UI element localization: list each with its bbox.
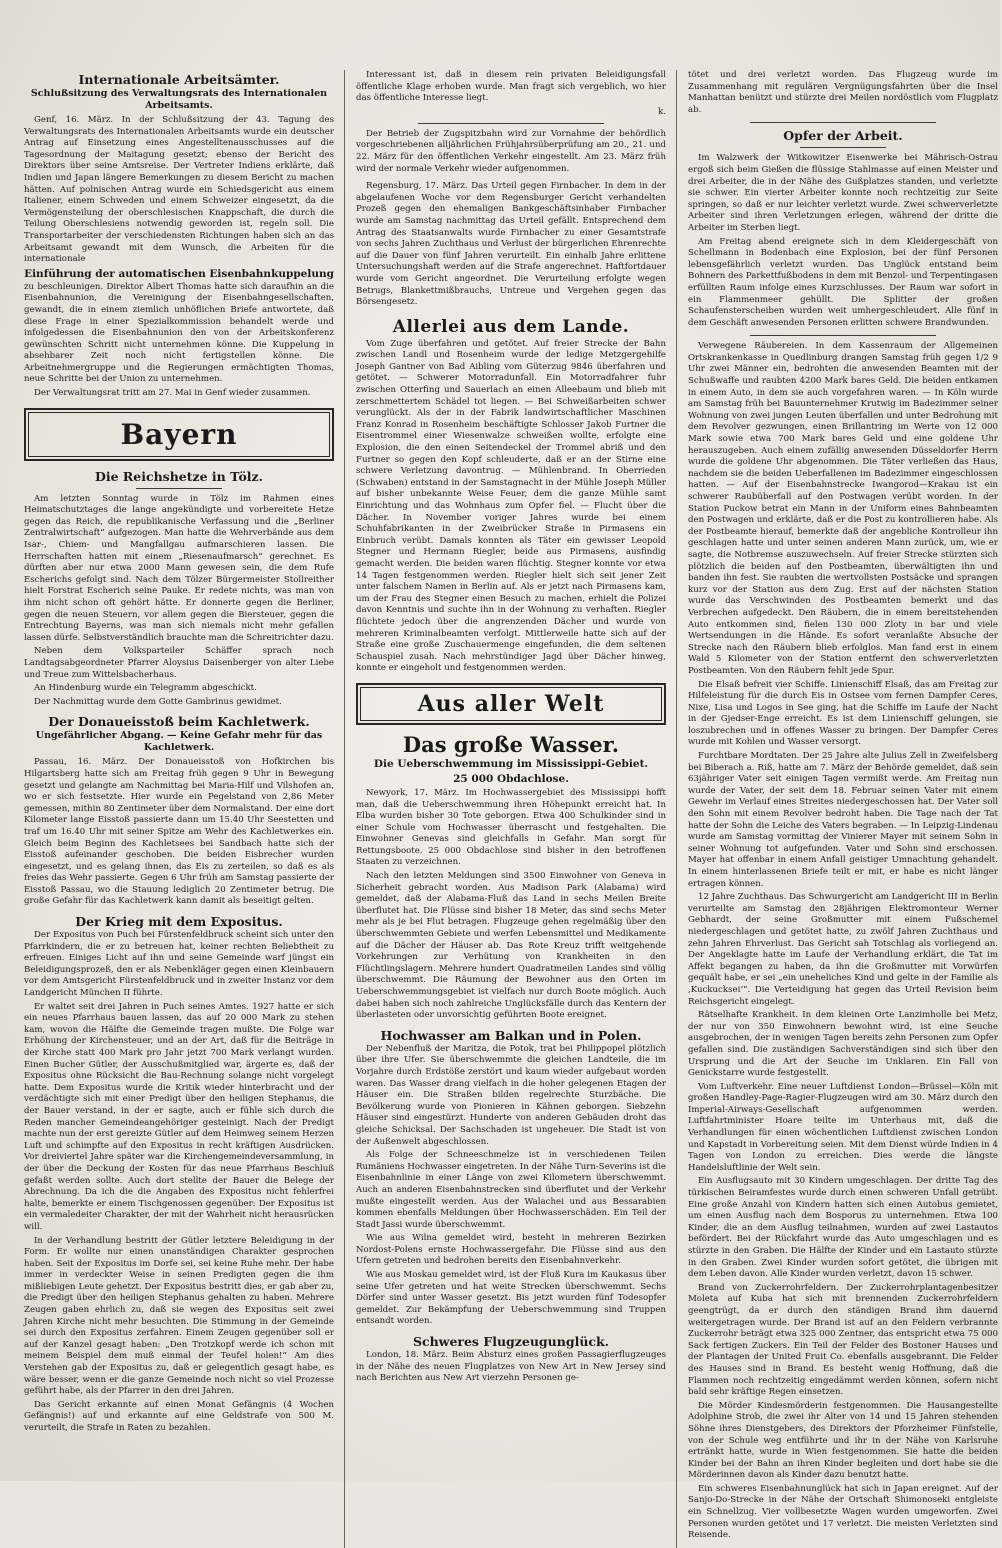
divider	[750, 335, 936, 336]
article-paragraph: Die Elsaß befreit vier Schiffe. Linienschiff Elsaß, das am Freitag zur Hilfeleistung für die durch Eis in Ostsee vom fernen Dampfer Ceres, Nixe, Lisa und Logos in See ging, hat die Schiffe im Laufe der Nacht in der Gjedser-Enge erreicht. Es ist dem Linienschiff gelungen, sie loszubrechen und in offenes Wasser zu bringen. Der Dampfer Ceres wurde mit Kohlen und Wasser versorgt.	[688, 679, 998, 748]
article-paragraph: Nach den letzten Meldungen sind 3500 Einwohner von Geneva in Sicherheit gebracht worden. Aus Madison Park (Alabama) wird gemeldet, daß der Alabama-Fluß das Land in sechs Meilen Breite überflutet hat. Die Flüsse sind bisher 18 Meter, das sind sechs Meter mehr als je bei Flut betragen. Flugzeuge gehen regelmäßig über den überschwemmten Gebiete und werfen Lebensmittel und Medikamente auf die Dächer der Häuser ab. Das Rote Kreuz trifft weitgehende Vorkehrungen zur Verhütung von Krankheiten in den Flüchtlingslagern. Mehrere hundert Quadratmeilen Landes sind völlig überschwemmt. Die Räumung der Bewohner aus den Orten im Ueberschwemmungsgebiet ist vielfach nur durch Boote möglich. Auch dabei haben sich noch zahlreiche Unglücksfälle durch das Kentern der überlasteten oder unvorsichtig geführten Boote ereignet.	[356, 871, 666, 1021]
article-title: Opfer der Arbeit.	[783, 128, 903, 144]
article-paragraph: Genf, 16. März. In der Schlußsitzung der 43. Tagung des Verwaltungsrats des Internationalen Arbeitsamts wurde ein deutscher Antrag auf Einsetzung eines Angestelltenausschusses auf die Tagesordnung der Maitagung gesetzt; ebenso der Bericht des Direktors über seine Amtsreise. Der Vertreter Indiens erklärte, daß Indien und Japan längere Bemerkungen zu diesem Bericht zu machen hätten. Auf polnischen Antrag wurde ein Schiedsgericht aus einem Italiener, einem Schweden und einem Schweizer eingesetzt, da die Vermögensteilung der oberschlesischen Knappschaft, die durch die Teilung Oberschlesiens notwendig geworden ist, regeln soll. Die Transportarbeiter der verschiedensten Richtungen haben sich an das Arbeitsamt gewandt mit dem Wunsch, die Arbeiten für die internationale	[24, 115, 334, 265]
article-subtitle: Schlußsitzung des Verwaltungsrats des Internationalen Arbeitsamts.	[30, 88, 328, 111]
divider	[418, 123, 604, 124]
section-title: Einführung der automatischen Eisenbahnkuppelung	[24, 267, 334, 280]
article-paragraph: Der Nebenfluß der Maritza, die Potok, trat bei Philippopel plötzlich über ihre Ufer. Sie überschwemmte die gleichen Landteile, die im Vorjahre durch Erdstöße zerstört und kaum wieder aufgebaut worden waren. Das Wasser drang vielfach in die hoher gelegenen Etagen der Häuser ein. Die Straßen bilden regelrechte Sturzbäche. Die Bevölkerung wurde von Pionieren in Kähnen geborgen. Siebzehn Häuser sind eingestürzt. Hunderte von anderen Gebäuden droht das gleiche Schicksal. Der Sachschaden ist ungeheuer. Die Stadt ist von der Außenwelt abgeschlossen.	[356, 1043, 666, 1147]
article-title: Schweres Flugzeugunglück.	[412, 1334, 610, 1350]
article-paragraph: Am Freitag abend ereignete sich in dem Kleidergeschäft von Schellmann in Bodenbach eine Explosion, bei der fünf Personen lebensgefährlich verletzt wurden. Das Unglück entstand beim Bohnern des Parkettfußbodens in dem mit Benzol- und Terpentingasen erfüllten Raum infolge eines Kurzschlusses. Der Raum war sofort in ein Flammenmeer gehüllt. Die Splitter der großen Schaufensterscheiben wurden weit umhergeschleudert. Alle fünf in dem Geschäft anwesenden Personen erlitten schwere Brandwunden.	[688, 236, 998, 328]
article-paragraph: Der Verwaltungsrat tritt am 27. Mai in Genf wieder zusammen.	[34, 388, 311, 399]
article-flug-continuation	[688, 70, 998, 116]
article-opfer-der-arbeit	[688, 128, 998, 329]
article-misc-news	[688, 341, 998, 1542]
article-subtitle: Die Ueberschwemmung im Mississippi-Gebiet.	[373, 757, 649, 770]
divider	[136, 488, 223, 489]
article-paragraph: Rätselhafte Krankheit. In dem kleinen Orte Lanzimholle bei Metz, der nur von 350 Einwohnern bewohnt wird, ist eine Seuche ausgebrochen, der in wenigen Tagen bereits zehn Personen zum Opfer gefallen sind. Die zuständigen Sachverständigen sind sich über den Ursprung und die Art der Seuche im Unklaren. Ein Fall von Genickstarre wurde festgestellt.	[688, 1010, 998, 1079]
article-paragraph: Newyork, 17. März. Im Hochwassergebiet des Mississippi hofft man, daß die Ueberschwemmung ihren Höhepunkt erreicht hat. In Elba wurden bisher 30 Tote geborgen. Etwa 400 Schulkinder sind in einer Schule vom Hochwasser überrascht und festgehalten. Die Einwohner Genevas sind gleichfalls in Gefahr. Man sorgt für Rettungsboote. 25 000 Obdachlose sind bisher in den betroffenen Staaten zu verzeichnen.	[356, 787, 666, 868]
article-title: Internationale Arbeitsämter.	[78, 72, 280, 87]
article-paragraph: Verwegene Räubereien. In dem Kassenraum der Allgemeinen Ortskrankenkasse in Quedlinburg drangen Samstag früh gegen 1/2 9 Uhr zwei Männer ein, bedrohten die anwesenden Beamten mit der Schußwaffe und raubten 4200 Mark bares Geld. Die beiden entkamen in einem Auto, in dem sie auch vorgefahren waren. — In Köln wurde am Samstag früh bei Bauunternehmer Krutwig im Badezimmer seiner Wohnung von zwei jungen Leuten überfallen und unter Bedrohung mit dem Revolver gezwungen, einen Brillantring im Werte von 12 000 Mark sowie etwa 700 Mark bares Geld und eine goldene Uhr herauszugeben. Auch einem zufällig anwesenden Düsseldorfer Herrn wurde die goldene Uhr abgenommen. Die Täter verließen das Haus, nachdem sie die beiden Ueberfallenen im Badezimmer eingeschlossen hatten. — Auf der Eisenbahnstrecke Iwangorod—Krakau ist ein schwerer Raubüberfall auf den Postwagen verübt worden. In der Station Puckow betrat ein Mann in der Uniform eines Bahnbeamten den Postwagen und erklärte, daß er die Post zu kontrollieren habe. Als der Postbeamte hierauf, bemerkte daß der angebliche Kontrolleur ihn geschlagen hatte und unter seinen anderen Mann zurück, um, wie er sagte, die Notbremse auszuwechseln. Auf freier Strecke stürzten sich plötzlich die beiden auf den Postbeamten, überwältigten ihn und banden ihn fest. Sie raubten die wertvollsten Postsäcke und sprangen kurz vor der Station aus dem Zug. Erst auf der nächsten Station wurde das Verschwinden des Postbeamten bemerkt und das Verbrechen aufgedeckt. Den Räubern, die in einem bereitstehenden Auto entkommen sind, fielen 130 000 Zloty in bar und viele Wertsendungen in die Hände. Es sofort veranlaßte Absuche der Strecke nach den Räubern blieb erfolglos. Man fand erst in einem Wald 5 Kilometer von der Station entfernt den schwerverletzten Postbeamten. Von den Räubern fehlt jede Spur.	[688, 341, 998, 676]
divider	[750, 122, 936, 123]
article-paragraph: Vom Zuge überfahren und getötet. Auf freier Strecke der Bahn zwischen Landl und Rosenheim wurde der ledige Metzgergehilfe Joseph Gantner von Bad Aibling vom Güterzug 9846 überfahren und getötet. — Schwerer Motorradunfall. Ein Motorradfahrer fuhr zwischen Otterfing und Sauerlach an einen Alleebaum und blieb mit zerschmettertem Schädel tot liegen. — Bei Schweißarbeiten schwer verunglückt. Als der in der Fabrik landwirtschaftlicher Maschinen Franz Konrad in Rosenheim beschäftigte Schlosser Jakob Furtner die Eisentrommel einer Wiesenwalze schweißen wollte, erfolgte eine Explosion, die den einen Seitendeckel der Trommel abriß und den Furtner so gegen den Kopf schleuderte, daß er an der Stirne eine schwere Verletzung davontrug. — Mühlenbrand. In Oberrieden (Schwaben) entstand in der Samstagnacht in der Mühle Joseph Müller auf bisher unbekannte Weise Feuer, dem die ganze Mühle samt Einrichtung und das Wohnhaus zum Opfer fiel. — Flucht über die Dächer. In November voriger Jahres wurde bei einem Schuhfabrikanten in der Zweibrücker Straße in Pirmasens ein Einbruch verübt. Damals konnten als Täter ein gewisser Leopold Stegner und Hermann Riegler, beide aus Pirmasens, ausfindig gemacht werden. Die beiden waren flüchtig. Stegner konnte vor etwa 14 Tagen festgenommen werden. Riegler hielt sich seit jener Zeit unter falschem Namen in Berlin auf. Als er jetzt nach Pirmasens kam, um der Frau des Stegner einen Besuch zu machen, erhielt die Polizei davon Kenntnis und suchte ihn in der Wohnung zu verhaften. Riegler flüchtete jedoch über die angrenzenden Dächer und wurde von mehreren Kriminalbeamten verfolgt. Mittlerweile hatte sich auf der Straße eine große Zuschauermenge eingefunden, die dem seltenen Schauspiel zusah. Nach mehrstündiger Jagd über Dächer hinweg, konnte er eingeholt und festgenommen werden.	[356, 338, 666, 674]
author-initial: k.	[658, 106, 666, 117]
article-grosse-wasser	[356, 733, 666, 1022]
article-paragraph: zu beschleunigen. Direktor Albert Thomas hatte sich daraufhin an die Eisenbahnunion, die Vereinigung der Eisenbahngesellschaften, gewandt, die in einem ziemlich unhöflichen Briefe antwortete, daß diese Frage in einer Spezialkommission behandelt werde und infolgedessen die Eisenbahnunion den von der Arbeitskonferenz gewünschten Schritt nicht unternehmen könne. Die Kuppelung in absehbarer Zeit noch nicht fertigstellen könne. Die Arbeitnehmergruppe und die Regierungen ermächtigten Thomas, neue Schritte bei der Union zu unternehmen.	[24, 281, 334, 385]
divider	[800, 147, 887, 148]
article-paragraph: Als Folge der Schneeschmelze ist in verschiedenen Teilen Rumäniens Hochwasser eingetreten. In der Nähe Turn-Severins ist die Eisenbahnlinie in einer Länge von zwei Kilometern überschwemmt. Auch an anderen Eisenbahnstrecken sind überflutet und der Verkehr mußte eingestellt werden. Aus der Walachei und aus Bessarabien kommen ebenfalls Meldungen über Hochwasserschäden. Ein Teil der Stadt Jassi wurde überschwemmt.	[356, 1150, 666, 1230]
article-firnbacher	[356, 181, 666, 309]
article-paragraph: London, 18. März. Beim Absturz eines großen Passagierflugzeuges in der Nähe des neuen Flugplatzes von New Art in New Jersey sind nach Berichten aus New Art vierzehn Personen ge-	[356, 1350, 666, 1384]
article-title: Hochwasser am Balkan und in Polen.	[380, 1027, 642, 1043]
article-paragraph: Interessant ist, daß in diesem rein privaten Beleidigungsfall öffentliche Klage erhoben wurde. Man fragt sich vergeblich, wo hier das öffentliche Interesse liegt.	[356, 70, 666, 104]
article-paragraph: Brand von Zuckerrohrfeldern. Der Zuckerrohrplantagenbesitzer Moleta auf Kuba hat sich mit brennenden Zuckerrohrfeldern geengtrügt, da er durch den ständigen Brand ihm dauernd weitergetragen wurde. Der Brand ist auf an den Feldern verbrannte Zuckerrohr beträgt etwa 325 000 Zentner, das entspricht etwa 75 000 Sack fertigen Zuckers. Ein Teil der Felder des Bostoner Hauses und der Plantagen der United Fruit Co. ebenfalls ausgebrannt. Die Felder des Hauses sind in Brand. Es besteht wenig Hoffnung, daß die Flammen noch rechtzeitig eingedämmt werden können, sofern nicht bald sehr kräftige Regen einsetzen.	[688, 1282, 998, 1398]
article-paragraph: Der Expositus von Puch bei Fürstenfeldbruck scheint sich unter den Pfarrkindern, die er zu betreuen hat, keiner rechten Beliebtheit zu erfreuen. Einiges Licht auf ihn und seine Gemeinde warf jüngst ein Beleidigungsprozeß, den er als Nebenkläger gegen einen Kleinbauern vor dem Amtsgericht Fürstenfeldbruck und in zweiter Instanz vor dem Landgericht München II führte.	[24, 930, 334, 999]
column-right	[684, 70, 1002, 1548]
article-paragraph: Die Mörder Kindesmörderin festgenommen. Die Hausangestellte Adolphine Strob, die zwei ihr Alter von 14 und 15 Jahren stehenden Söhne ihres Dienstgebers, des Direktors der Pforzheimer Fünfstelle, von der Schule weg entführte und ihr in der Nähe von Karlsruhe ertränkt hatte, wurde in Wien festgenommen. Sie hatte die beiden Kinder bei der Bahn an ihren Kinder begleiten und dort habe sie die Mörderinnen davon als Kinder dazu benutzt hatte.	[688, 1400, 998, 1481]
article-paragraph: In der Verhandlung bestritt der Gütler letztere Beleidigung in der Form. Er wollte nur einen unanständigen Charakter gesprochen haben. Seit der Expositus im Dorfe sei, sei keine Ruhe mehr. Der habe immer in verdeckter Weise in seinen Predigten gegen die ihm mißliebigen Leute gehetzt. Der Expositus bestritt dies, er gab aber zu, die Predigt über den heiligen Stephanus gehalten zu haben. Mehrere Zeugen gaben ehrlich zu, daß sie wegen des Expositus seit zwei Jahren Kirche nicht mehr besuchten. Die Stimmung in der Gemeinde sei durch den Expositus zerfahren. Einem Zeugen gegenüber soll er auf der Kanzel gesagt haben: „Den Trotzkopf werde ich schon mit meinem Beispiel dem muß einmal der Teufel holen!“ Am dies Verstehen gab der Expositus zu, daß er gelegentlich gesagt habe, es wäre besser, wenn er die ganze Gemeinde noch nicht so viel Prozesse geführt habe, als der Pfarrer in den drei Jahren.	[24, 1235, 334, 1397]
article-paragraph: Ein schweres Eisenbahnunglück hat sich in Japan ereignet. Auf der Sanjo-Do-Strecke in der Nähe der Ortschaft Shimonoseki entgleiste ein Schnellzug. Vier vollbesetzte Wagen wurden umgeworfen. Zwei Personen wurden getötet und 17 verletzt. Die meisten Verletzten sind Reisende.	[688, 1483, 998, 1541]
article-subtitle-2: 25 000 Obdachlose.	[453, 772, 569, 785]
article-continuation	[356, 70, 666, 117]
article-paragraph: Passau, 16. März. Der Donaueisstoß von Hofkirchen bis Hilgartsberg hatte sich am Freitag früh gegen 9 Uhr in Bewegung gesetzt und gelangte am Nachmittag bei Maria-Hilf und Vilshofen an, wo er sich festsetzte. Hier wurde ein Pegelstand von 2,86 Meter gemessen, mithin 80 Zentimeter über dem Normalstand. Der eine dort Kilometer lange Eisstoß passierte dann um 15.40 Uhr Seestetten und traf um 16.40 Uhr mit seiner Spitze am Wehr des Kachletwerkes ein. Gleich beim Beginn des Kachletsees bei Sandbach hatte sich der Eisstoß aufeinander geschoben. Die beiden Eisbrecher wurden eingesetzt, und es gelang ihnen, das Eis zu zerteilen, so daß es als freies das Wehr passierte. Gegen 6 Uhr früh am Samstag passierte der Eisstoß Passau, wo die Stauung lediglich 20 Zentimeter betrug. Die große Gefahr für das Kachletwerk kann damit als beseitigt gelten.	[24, 757, 334, 907]
article-expositus	[24, 914, 334, 1435]
article-paragraph: An Hindenburg wurde ein Telegramm abgeschickt.	[34, 683, 257, 694]
article-paragraph: Im Walzwerk der Witkowitzer Eisenwerke bei Mährisch-Ostrau ergoß sich beim Gießen die flüssige Stahlmasse auf einen Meister und drei Arbeiter, die in der Nähe des Gußplatzes standen, und verletzte sie schwer. Ein vierter Arbeiter konnte noch rechtzeitig zur Seite springen, so daß er nur leichter verletzt wurde. Zwei schwerverletzte Arbeiter sind ihren Verletzungen erlegen, während der dritte die Arbeiter im Sterben liegt.	[688, 153, 998, 233]
article-subtitle: Ungefährlicher Abgang. — Keine Gefahr mehr für das Kachletwerk.	[35, 730, 323, 754]
article-paragraph: Der Nachmittag wurde dem Gotte Gambrinus gewidmet.	[34, 696, 282, 707]
article-title: Der Donaueisstoß beim Kachletwerk.	[48, 714, 310, 730]
article-donaueisstoss	[24, 714, 334, 908]
article-paragraph: Der Betrieb der Zugspitzbahn wird zur Vornahme der behördlich vorgeschriebenen alljährlichen Frühjahrsüberprüfung am 20., 21. und 22. März für den öffentlichen Verkehr eingestellt. Am 23. März früh wird der normale Verkehr wieder aufgenommen.	[356, 128, 666, 174]
section-title-allerlei: Allerlei aus dem Lande.	[392, 316, 630, 337]
article-zugspitzbahn	[356, 129, 666, 175]
article-paragraph: Am letzten Sonntag wurde in Tölz im Rahmen eines Heimatschutztages die lange angekündigte und vorbereitete Hetze gegen das Reich, die republikanische Verfassung und die „Berliner Zentralwirtschaft“ aufgezogen. Man hatte die Wehrverbände aus dem Isar-, Chiem- und Mangfallgau aufmarschieren lassen. Die Herrschaften hatten mit einem „Riesenaufmarsch“ gerechnet. Es dürften aber nur etwa 2000 Mann gewesen sein, die dem Rufe Escherichs gefolgt sind. Nach dem Tölzer Bürgermeister Stollreither hielt Forstrat Escherich seine Pauke. Er redete nichts, was man von ihm nicht schon oft gehört hätte. Er donnerte gegen die Berliner, gegen die neuen Steuern, vor allem gegen die Biersteuer, gegen die Entrechtung Bayerns, was man sich niemals nicht mehr gefallen lassen dürfe. Selbstverständlich brauchte man die Schreitrichter dazu.	[24, 493, 334, 643]
article-paragraph: Das Gericht erkannte auf einen Monat Gefängnis (4 Wochen Gefängnis!) auf und erkannte auf eine Geldstrafe von 500 M. verurteilt, die Strafe in Raten zu bezahlen.	[24, 1399, 334, 1433]
article-balkan	[356, 1028, 666, 1328]
columns	[20, 70, 998, 1541]
article-paragraph: Wie aus Moskau gemeldet wird, ist der Fluß Kura im Kaukasus über seine Ufer getreten und hat weite Strecken überschwemmt. Sechs Dörfer sind unter Wasser gesetzt. Bis jetzt wurden fünf Todesopfer gemeldet. Zur Bekämpfung der Ueberschwemmung sind Truppen entsandt worden.	[356, 1270, 666, 1327]
article-title: Das große Wasser.	[402, 731, 620, 757]
article-paragraph: Regensburg, 17. März. Das Urteil gegen Firnbacher. In dem in der abgelaufenen Woche vor dem Regensburger Gericht verhandelten Prozeß gegen den ehemaligen Bankgeschäftsinhaber Firnbacher wurde am Samstag nachmittag das Urteil gefällt. Entsprechend dem Antrag des Staatsanwalts wurde Firnbacher zu einer Gesamtstrafe von sechs Jahren Zuchthaus und Verlust der bürgerlichen Ehrenrechte auf die Dauer von fünf Jahren verurteilt. Ein einhalb Jahre erlittene Untersuchungshaft werden auf die Strafe angerechnet. Haftfortdauer wurde vom Gericht angeordnet. Die Verurteilung erfolgte wegen Betrugs, Blankettmißbrauchs, Untreue und Vergehen gegen das Börsengesetz.	[356, 181, 666, 308]
article-flugzeugunglueck	[356, 1334, 666, 1385]
article-paragraph: 12 Jahre Zuchthaus. Das Schwurgericht am Landgericht III in Berlin verurteilte am Samstag den 28jährigen Elektromonteur Werner Gebhardt, der seine Großmutter mit einem Fußschemel niedergeschlagen und getötet hatte, zu zwölf Jahren Zuchthaus und zehn Jahren Ehrverlust. Das Gericht sah Totschlag als vorliegend an. Der Angeklagte hatte im Laufe der Verhandlung erklärt, die Tat im Affekt begangen zu haben, da ihn die Großmutter mit Vorwürfen gequält habe, er sei „ein uneheliches Kind und gelte in der Familie als ‚Kuckucksei‘“. Die Verteidigung hat gegen das Urteil Revision beim Reichsgericht eingelegt.	[688, 892, 998, 1007]
article-title: Der Krieg mit dem Expositus.	[75, 914, 283, 930]
article-paragraph: Furchtbare Mordtaten. Der 25 Jahre alte Julius Zell in Zweifelsberg bei Biberach a. Riß, hatte am 7. März der Behörde gemeldet, daß sein 63jähriger Vater seit einigen Tagen vermißt werde. Am Freitag nun wurde der Vater, der seit dem 18. Februar seinen Vater mit einem Gewehr im Verlauf eines Streites niedergeschossen hat. Der Vater soll den Sohn mit einem Revolver bedroht haben. Die Tage nach der Tat hatte der Sohn die Leiche des Vaters begraben. — In Leipzig-Lindenau wurde am Samstag vormittag der Vinierer Mayer mit seinem Sohn in seiner Wohnung tot aufgefunden. Vater und Sohn sind erschossen. Mayer hat offenbar in einem Anfall geistiger Umnachtung gehandelt. In einem hinterlassenen Briefe teilt er mit, er habe es nicht länger ertragen können.	[688, 751, 998, 889]
section-banner-aus-aller-welt: Aus aller Welt	[356, 683, 666, 725]
article-allerlei	[356, 339, 666, 675]
article-paragraph: tötet und drei verletzt worden. Das Flugzeug wurde im Zusammenhang mit regulären Vergnügungsfahrten über die Insel Manhattan benützt und stürzte drei Meilen nordöstlich vom Flugplatz ab.	[688, 70, 998, 115]
article-paragraph: Ein Ausflugsauto mit 30 Kindern umgeschlagen. Der dritte Tag des türkischen Beiramfestes wurde durch einen schweren Unfall getrübt. Eine große Anzahl von Kindern hatten sich einen Autobus gemietet, um einen Ausflug nach dem Bosporus zu unternehmen. Etwa 100 Kinder, die an dem Ausflug teilnahmen, wurden auf zwei Lastautos befördert. Bei der Rückfahrt wurde das Auto umgeschlagen und es stürzte in den Graben. Die Hälfte der Kinder und ein Lastauto stürzte in den Graben. Zwei Kinder wurden sofort getötet, die übrigen mit dem Leben davon. Alle Kinder wurden verletzt, davon 15 schwer.	[688, 1176, 998, 1280]
article-reichshetze	[24, 469, 334, 709]
article-paragraph: Er waltet seit drei Jahren in Puch seines Amtes. 1927 hatte er sich ein neues Pfarrhaus bauen lassen, das auf 20 000 Mark zu stehen kam, wovon die Hälfte die Gemeinde tragen mußte. Die Folge war Erhöhung der Kirchensteuer, und an der Art, daß für die Beiträge in der Kirche statt 400 Mark pro Jahr jetzt 700 Mark verlangt wurden. Einen Bucher Gütler, der Ausschußmitglied war, ärgerte es, daß der Expositus ohne Rücksicht die Bau-Rechnung solange nicht vorgelegt hatte. Dem Expositus wurde die Kritik wieder hinterbracht und der verdächtigte sich mit einer Predigt über den heiligen Stephanus, die der Bauer verstand, in der er sagte, auch er fühle sich durch die Reden mancher Gemeindeangehöriger gesteinigt. Nach der Predigt machte nun der erst gereizte Gütler auf dem Heimweg seinem Herzen Luft und schimpfte auf den Expositus in recht kräftigen Ausdrücken. Vor dreiviertel Jahre später war die Kirchengemeindeversammlung, in der über die Deckung der Kosten für das neue Pfarrhaus Beschluß gefaßt werden sollte. Auch dort stellte der Bauer die Belege der Abrechnung. Da ich die die Angaben des Expositus nicht fehlerfrei halte, bemerkte er einem Tischgenossen gegenüber: Der Expositus ist ein vermaledeiter Charakter, der mit der Wahrheit nicht herausrücken will.	[24, 1001, 334, 1232]
article-paragraph: Vom Luftverkehr. Eine neuer Luftdienst London—Brüssel—Köln mit großen Handley-Page-Ragier-Flugzeugen wird am 30. März durch den Imperial-Airways-Gesellschaft aufgenommen werden. Luftfahrtminister Hoare teilte im Unterhaus mit, daß die Verhandlungen für einen wöchentlichen Luftdienst zwischen London und Kapstadt in Vorbereitung seien. Mit dem Dienst würde Indien in 4 Tagen von London zu erreichen. Dies werde die längste Handelsluftlinie der Welt sein.	[688, 1081, 998, 1173]
article-title: Die Reichshetze in Tölz.	[94, 468, 264, 484]
column-left	[20, 70, 338, 1548]
article-paragraph: Wie aus Wilna gemeldet wird, besteht in mehreren Bezirken Nordost-Polens ernste Hochwassergefahr. Die Flüsse sind aus den Ufern getreten und bedrohen bereits den Eisenbahnverkehr.	[356, 1233, 666, 1267]
article-paragraph: Neben dem Volksparteiler Schäffer sprach noch Landtagsabgeordneter Pfarrer Aloysius Daisenberger von alter Liebe und Treue zum Wittelsbacherhaus.	[24, 646, 334, 680]
article-internationale	[24, 72, 334, 400]
section-banner-bayern: Bayern	[24, 408, 334, 461]
column-middle	[352, 70, 670, 1548]
